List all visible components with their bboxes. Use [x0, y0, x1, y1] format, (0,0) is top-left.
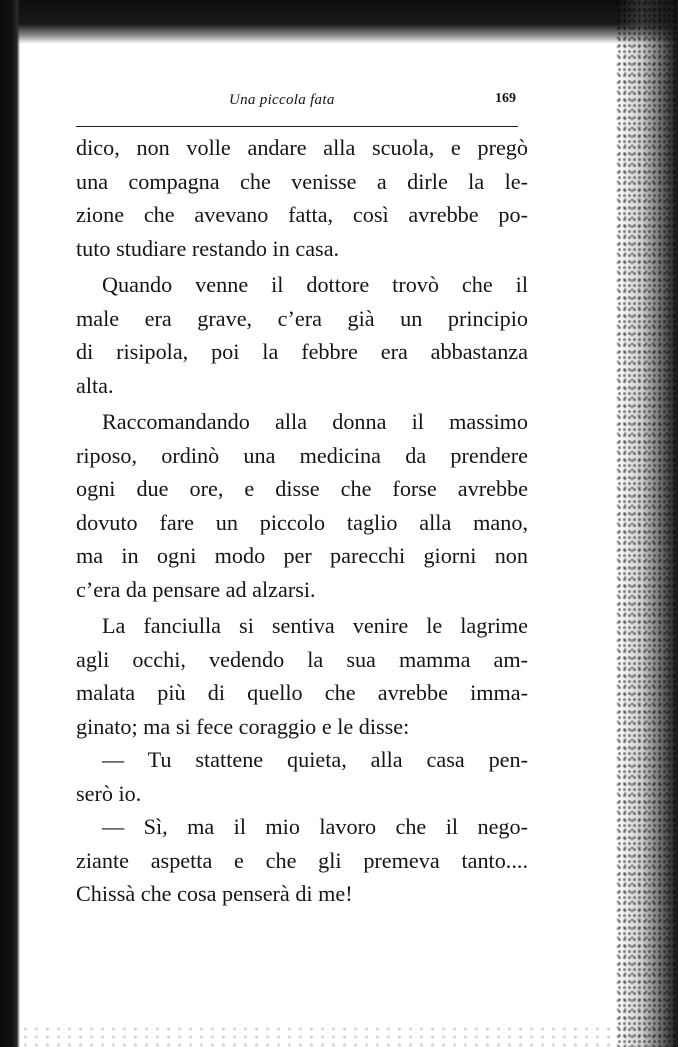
text-line: dico, non volle andare alla scuola, e pregò: [76, 135, 528, 160]
text-line: La fanciulla si sentiva venire le lagrime: [102, 613, 528, 638]
text-line: male era grave, c’era già un principio: [76, 305, 528, 331]
text-line: ziante aspetta e che gli premeva tanto....: [76, 847, 528, 873]
text-line: agli occhi, vedendo la sua mamma am-: [76, 646, 528, 672]
running-title: Una piccola fata: [229, 92, 335, 108]
scan-top-shadow: [0, 0, 678, 44]
text-line: c’era da pensare ad alzarsi.: [76, 576, 316, 602]
text-line: malata più di quello che avrebbe imma-: [76, 680, 528, 705]
text-line: di risipola, poi la febbre era abbastanza: [76, 339, 528, 364]
text-line: ma in ogni modo per parecchi giorni non: [76, 543, 528, 568]
page-header: [76, 88, 516, 116]
text-line: ogni due ore, e disse che forse avrebbe: [76, 476, 528, 501]
text-line: serò io.: [76, 780, 142, 806]
text-line: dovuto fare un piccolo taglio alla mano,: [76, 509, 528, 535]
text-line: ginato; ma si fece coraggio e le disse:: [76, 713, 410, 739]
scan-left-binding-shadow: [0, 0, 20, 1047]
text-line: Quando venne il dottore trovò che il: [102, 272, 528, 297]
text-line: alta.: [76, 372, 114, 398]
header-rule: [76, 126, 518, 127]
text-line: Chissà che cosa penserà di me!: [76, 881, 353, 906]
text-line: tuto studiare restando in casa.: [76, 235, 340, 261]
text-line: — Sì, ma il mio lavoro che il nego-: [102, 814, 528, 839]
text-line: riposo, ordinò una medicina da prendere: [76, 442, 528, 468]
scan-right-edge-speckle: [616, 0, 678, 1047]
scan-bottom-speckle: [20, 1025, 616, 1047]
page-number: 169: [495, 91, 516, 106]
text-line: — Tu stattene quieta, alla casa pen-: [102, 747, 528, 772]
text-line: una compagna che venisse a dirle la le-: [76, 168, 528, 194]
page-body: [76, 131, 528, 911]
text-line: Raccomandando alla donna il massimo: [102, 409, 528, 434]
text-line: zione che avevano fatta, così avrebbe po-: [76, 202, 528, 227]
